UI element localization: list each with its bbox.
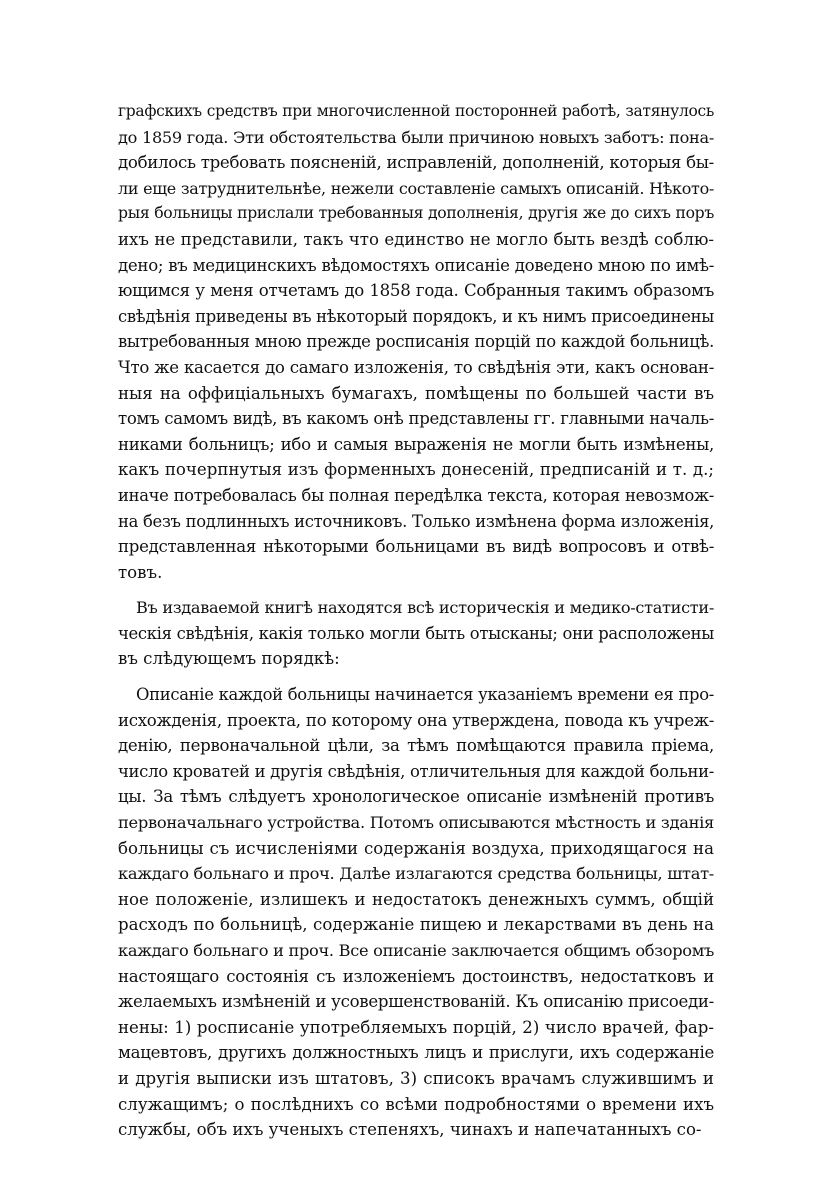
paragraph-gap	[118, 585, 714, 595]
text-line: никами больницъ; ибо и самыя выраженія не могли быть измѣнены,	[118, 434, 714, 454]
text-line: мацевтовъ, другихъ должностныхъ лицъ и прислуги, ихъ содержаніе	[118, 1043, 714, 1063]
text-line: какъ почерпнутыя изъ форменныхъ донесеній, предписаній и т. д.;	[118, 460, 714, 480]
text-line: рыя больницы прислали требованныя дополненія, другія же до сихъ поръ	[118, 204, 714, 223]
text-line: на безъ подлинныхъ источниковъ. Только измѣнена форма изложенія,	[118, 511, 714, 531]
text-line: Въ издаваемой книгѣ находятся всѣ историческія и медико-статисти-	[136, 598, 714, 618]
paragraph	[118, 595, 714, 672]
text-line: расходъ по больницѣ, содержаніе пищею и лекарствами въ день на	[118, 915, 714, 935]
paragraph	[118, 99, 714, 585]
text-line: дено; въ медицинскихъ вѣдомостяхъ описаніе доведено мною по имѣ-	[118, 255, 714, 275]
text-line: цы. За тѣмъ слѣдуетъ хронологическое описаніе измѣненій противъ	[118, 787, 714, 807]
text-line: исхожденія, проекта, по которому она утверждена, повода къ учреж-	[118, 710, 714, 730]
text-line: иначе потребовалась бы полная передѣлка текста, которая невозмож-	[118, 485, 714, 505]
text-line: ческія свѣдѣнія, какія только могли быть отысканы; они расположены	[118, 623, 714, 643]
text-line: ющимся у меня отчетамъ до 1858 года. Собранныя такимъ образомъ	[118, 281, 714, 301]
text-line: первоначальнаго устройства. Потомъ описываются мѣстность и зданія	[118, 813, 714, 833]
text-line: и другія выписки изъ штатовъ, 3) списокъ врачамъ служившимъ и	[118, 1068, 714, 1088]
text-line: свѣдѣнія приведены въ нѣкоторый порядокъ, и къ нимъ присоединены	[118, 306, 714, 326]
text-line: товъ.	[118, 562, 163, 582]
text-line: нены: 1) росписаніе употребляемыхъ порцій, 2) число врачей, фар-	[118, 1017, 714, 1037]
text-line: добилось требовать поясненій, исправленій, дополненій, которыя бы-	[118, 153, 714, 173]
text-line: въ слѣдующемъ порядкѣ:	[118, 649, 340, 669]
text-line: представленная нѣкоторыми больницами въ видѣ вопросовъ и отвѣ-	[118, 537, 714, 557]
text-line: каждаго больнаго и проч. Далѣе излагаются средства больницы, штат-	[118, 864, 714, 884]
paragraph	[118, 682, 714, 1143]
text-line: денію, первоначальной цѣли, за тѣмъ помѣщаются правила пріема,	[118, 736, 714, 756]
text-line: каждаго больнаго и проч. Все описаніе заключается общимъ обзоромъ	[118, 941, 714, 960]
text-line: графскихъ средствъ при многочисленной посторонней работѣ, затянулось	[118, 102, 714, 120]
text-line: ли еще затруднительнѣе, нежели составленіе самыхъ описаній. Нѣкото-	[118, 178, 714, 198]
paragraph-gap	[118, 672, 714, 682]
text-line: до 1859 года. Эти обстоятельства были причиною новыхъ заботъ: пона-	[118, 127, 714, 147]
text-line: Описаніе каждой больницы начинается указаніемъ времени ея про-	[136, 685, 714, 705]
text-line: желаемыхъ измѣненій и усовершенствованій. Къ описанію присоеди-	[118, 992, 714, 1012]
text-line: ихъ не представили, такъ что единство не могло быть вездѣ соблю-	[118, 229, 714, 249]
text-line: больницы съ исчисленіями содержанія воздуха, приходящагося на	[118, 838, 714, 858]
text-line: число кроватей и другія свѣдѣнія, отличительныя для каждой больни-	[118, 761, 715, 781]
text-line: вытребованныя мною прежде росписанія порцій по каждой больницѣ.	[118, 332, 714, 352]
text-line: Что же касается до самаго изложенія, то свѣдѣнія эти, какъ основан-	[118, 357, 714, 377]
text-line: службы, объ ихъ ученыхъ степеняхъ, чинахъ и напечатанныхъ со-	[118, 1120, 702, 1140]
text-line: настоящаго состоянія съ изложеніемъ достоинствъ, недостатковъ и	[118, 966, 714, 986]
page-text-body	[118, 99, 714, 1143]
text-line: ное положеніе, излишекъ и недостатокъ денежныхъ суммъ, общій	[118, 889, 714, 909]
text-line: ныя на оффиціальныхъ бумагахъ, помѣщены по большей части въ	[118, 383, 714, 403]
text-line: томъ самомъ видѣ, въ какомъ онѣ представлены гг. главными началь-	[118, 409, 714, 429]
text-line: служащимъ; о послѣднихъ со всѣми подробностями о времени ихъ	[118, 1094, 714, 1114]
